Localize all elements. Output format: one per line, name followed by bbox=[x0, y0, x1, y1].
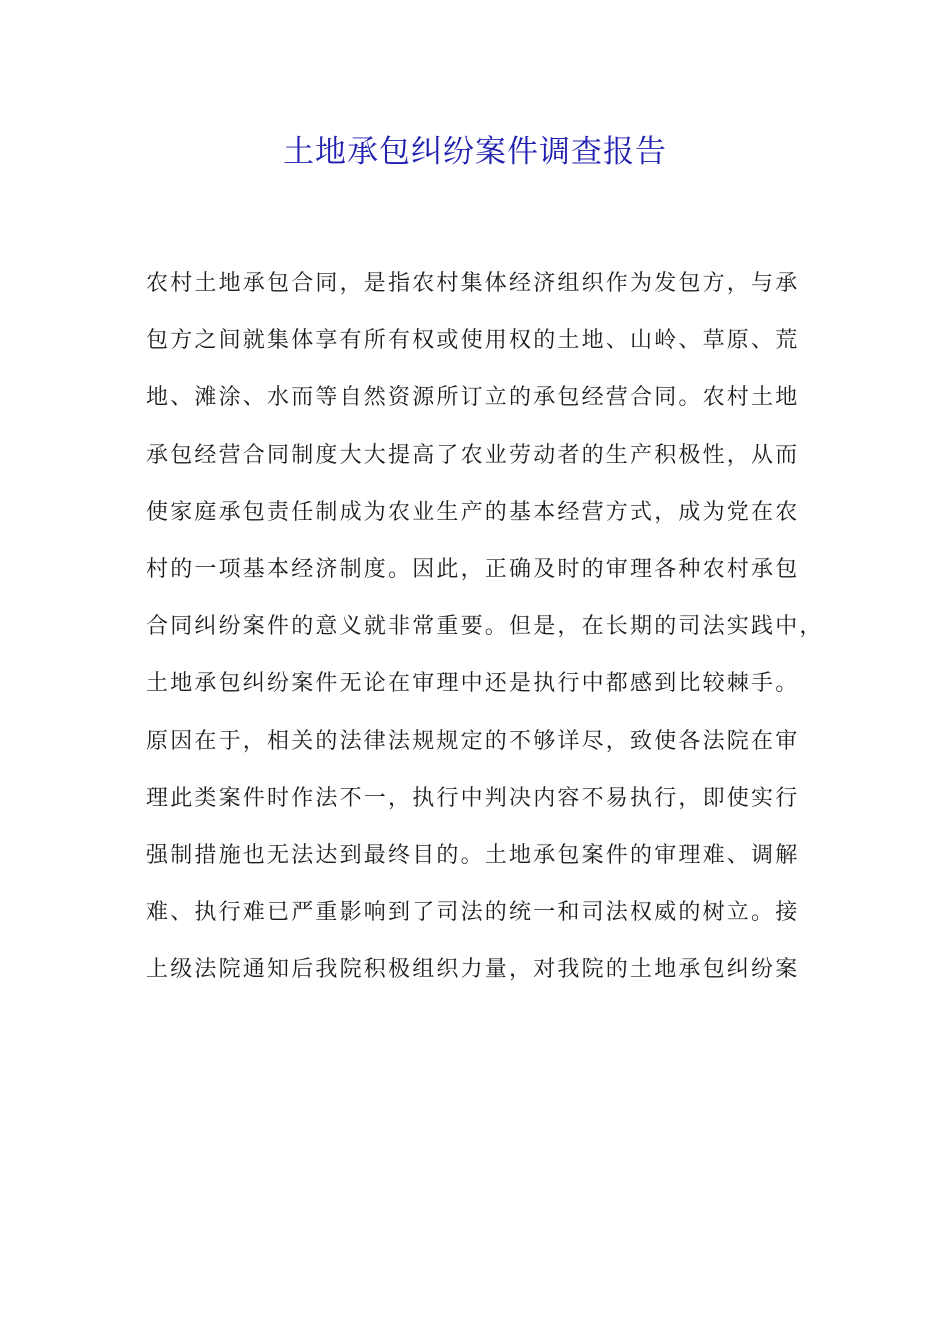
body-line-11: 强制措施也无法达到最终目的。土地承包案件的审理难、调解 bbox=[146, 842, 800, 868]
body-line-1: 农村土地承包合同，是指农村集体经济组织作为发包方，与承 bbox=[146, 271, 800, 296]
body-line-2: 包方之间就集体享有所有权或使用权的土地、山岭、草原、荒 bbox=[146, 328, 800, 354]
body-line-6: 村的一项基本经济制度。因此，正确及时的审理各种农村承包 bbox=[146, 556, 800, 582]
body-paragraph bbox=[146, 260, 824, 1003]
body-line-5: 使家庭承包责任制成为农业生产的基本经营方式，成为党在农 bbox=[146, 499, 800, 525]
body-line-7: 合同纠纷案件的意义就非常重要。但是，在长期的司法实践中， bbox=[146, 614, 824, 640]
body-line-3: 地、滩涂、水而等自然资源所订立的承包经营合同。农村土地 bbox=[146, 385, 800, 411]
body-line-9: 原因在于，相关的法律法规规定的不够详尽，致使各法院在审 bbox=[146, 728, 800, 754]
page-title: 土地承包纠纷案件调查报告 bbox=[283, 134, 667, 170]
body-line-8: 土地承包纠纷案件无论在审理中还是执行中都感到比较棘手。 bbox=[146, 671, 800, 697]
body-line-13: 上级法院通知后我院积极组织力量，对我院的土地承包纠纷案 bbox=[146, 957, 800, 983]
body-line-4: 承包经营合同制度大大提高了农业劳动者的生产积极性，从而 bbox=[146, 442, 800, 468]
body-line-10: 理此类案件时作法不一，执行中判决内容不易执行，即使实行 bbox=[146, 785, 800, 811]
body-line-12: 难、执行难已严重影响到了司法的统一和司法权威的树立。接 bbox=[146, 900, 800, 926]
